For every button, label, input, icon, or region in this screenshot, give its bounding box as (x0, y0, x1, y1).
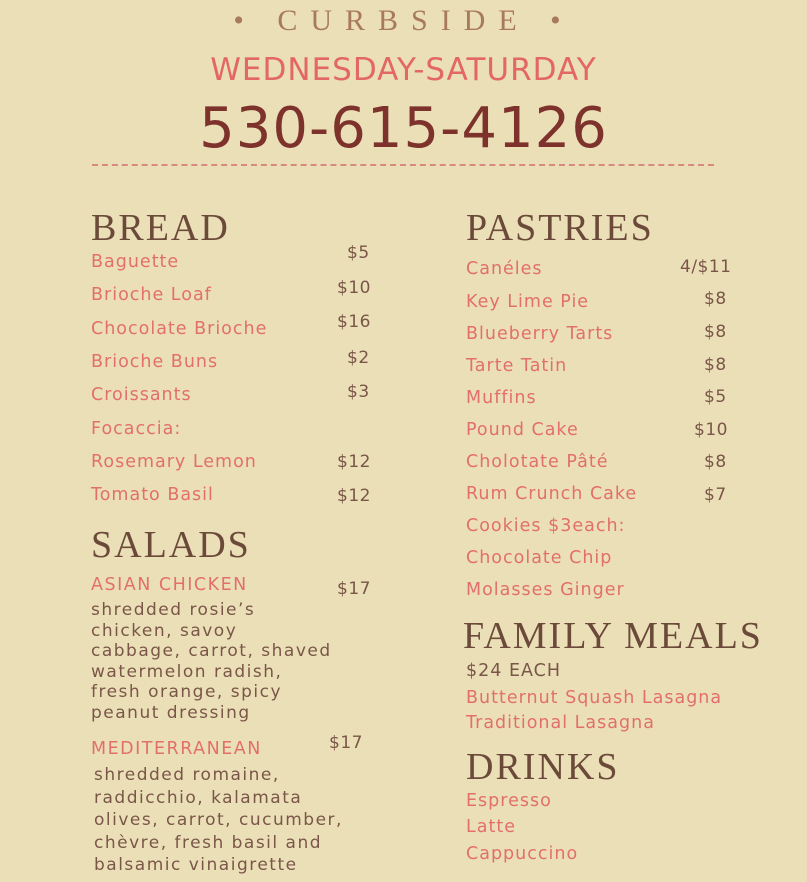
family-meals-price: $24 EACH (466, 661, 562, 681)
menu-item-price: $5 (704, 387, 727, 407)
description-line: chèvre, fresh basil and (94, 832, 323, 853)
pastries-heading: PASTRIES (466, 207, 654, 249)
description-line: olives, carrot, cucumber, (94, 810, 343, 830)
menu-item-name: Croissants (91, 385, 192, 405)
menu-item-price: $8 (704, 322, 727, 342)
menu-item-name: Cholotate Pâté (466, 452, 609, 472)
description-line: shredded rosie’s (91, 600, 256, 620)
bread-heading: BREAD (91, 207, 230, 249)
menu-item-price: $16 (337, 312, 371, 332)
days-open: WEDNESDAY-SATURDAY (210, 52, 597, 88)
menu-item-name: Baguette (91, 252, 180, 272)
menu-item-name: ASIAN CHICKEN (91, 575, 248, 595)
family-meals-heading: FAMILY MEALS (463, 615, 763, 657)
menu-item-price: $2 (347, 348, 370, 368)
phone-number: 530-615-4126 (199, 96, 608, 161)
menu-item-name: Muffins (466, 388, 537, 408)
menu-item-name: Molasses Ginger (466, 580, 625, 600)
menu-item-price: $10 (694, 420, 728, 440)
menu-item-name: Espresso (466, 791, 552, 811)
menu-item-name: Rum Crunch Cake (466, 484, 638, 504)
menu-item-price: $5 (347, 243, 370, 263)
menu-item-price: $12 (337, 452, 371, 472)
dashed-divider (92, 164, 714, 166)
menu-item-price: $10 (337, 278, 371, 298)
menu-item-price: $3 (347, 382, 370, 402)
curbside-title: • CURBSIDE • (233, 4, 574, 37)
menu-item-name: Brioche Buns (91, 352, 219, 372)
menu-item-price: 4/$11 (680, 257, 732, 277)
description-line: watermelon radish, (91, 661, 283, 682)
description-line: peanut dressing (91, 702, 251, 723)
menu-item-name: Chocolate Chip (466, 548, 613, 568)
menu-item-name: MEDITERRANEAN (91, 739, 262, 759)
description-line: fresh orange, spicy (91, 682, 283, 702)
menu-item-name: Latte (466, 817, 516, 837)
description-line: shredded romaine, (94, 765, 280, 785)
menu-item-name: Chocolate Brioche (91, 319, 268, 339)
menu-item-name: Brioche Loaf (91, 285, 212, 305)
menu-item-price: $8 (704, 289, 727, 309)
menu-item-price: $8 (704, 355, 727, 375)
menu-item-price: $17 (337, 579, 371, 599)
menu-item-name: Key Lime Pie (466, 292, 590, 312)
menu-item-name: Canéles (466, 259, 543, 279)
salads-heading: SALADS (91, 524, 251, 566)
salad-description (91, 600, 332, 723)
description-line: cabbage, carrot, shaved (91, 641, 332, 661)
menu-item-name: Rosemary Lemon (91, 452, 257, 472)
menu-item-price: $8 (704, 452, 727, 472)
description-line: chicken, savoy (91, 620, 238, 641)
menu-item-name: Cookies $3each: (466, 516, 626, 536)
menu-item-price: $7 (704, 485, 727, 505)
menu-item-price: $12 (337, 486, 371, 506)
menu-item-name: Focaccia: (91, 419, 182, 439)
menu-item-name: Pound Cake (466, 420, 579, 440)
menu-item-name: Tarte Tatin (466, 356, 568, 376)
description-line: raddicchio, kalamata (94, 787, 303, 808)
description-line: balsamic vinaigrette (94, 855, 298, 875)
menu-item-name: Butternut Squash Lasagna (466, 688, 723, 708)
menu-item-price: $17 (329, 733, 363, 753)
drinks-heading: DRINKS (466, 746, 620, 788)
menu-item-name: Tomato Basil (91, 485, 214, 505)
menu-item-name: Cappuccino (466, 844, 579, 864)
salad-description (94, 764, 343, 877)
menu-item-name: Blueberry Tarts (466, 324, 614, 344)
menu-item-name: Traditional Lasagna (466, 713, 655, 733)
